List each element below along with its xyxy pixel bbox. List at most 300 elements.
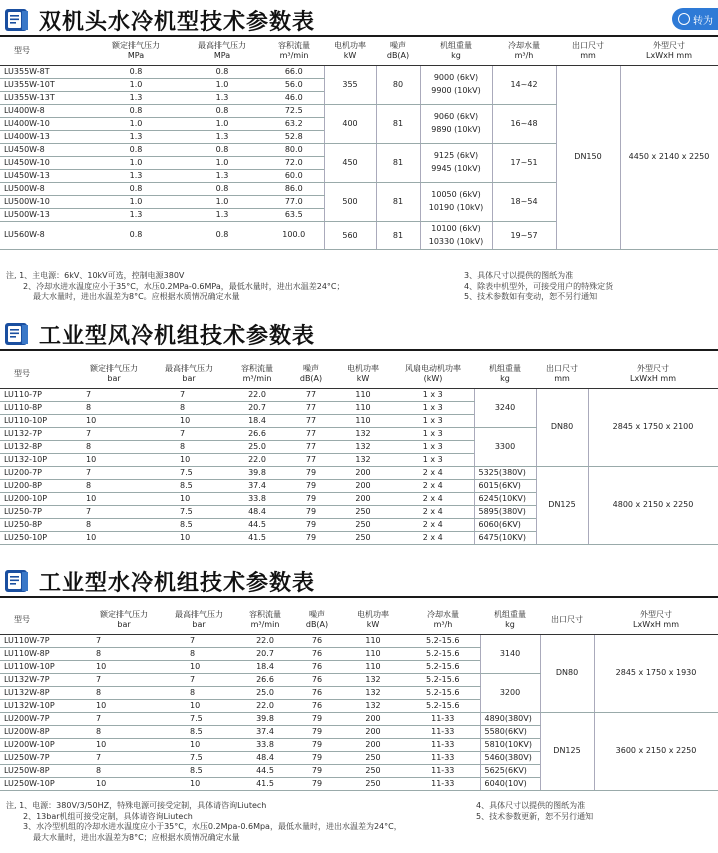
- table-cell: 8: [86, 764, 162, 777]
- table-cell: 8.5: [152, 479, 226, 492]
- table-cell: 7: [152, 388, 226, 401]
- table-cell: LU132-7P: [0, 427, 76, 440]
- unit-weight-cell: 6060(6KV): [474, 518, 536, 531]
- column-header: 外型尺寸 LxWxH mm: [594, 606, 718, 634]
- weight-line: 9945 (10kV): [431, 164, 481, 173]
- table-cell: 250: [340, 764, 406, 777]
- column-header: 额定排气压力 bar: [86, 606, 162, 634]
- note: 注, 1、主电源：6kV、10kV可选，控制电源380V: [6, 271, 185, 280]
- table-cell: 1.0: [92, 195, 180, 208]
- note: 最大水量时，进出水温差为8°C。应根据水质情况确定水量: [33, 292, 240, 301]
- section-divider: [0, 35, 718, 37]
- table-cell: 10: [76, 492, 152, 505]
- table-cell: 1.3: [92, 130, 180, 143]
- table-cell: LU110W-8P: [0, 647, 86, 660]
- column-header: 机组重量 kg: [474, 360, 536, 388]
- table-cell: 1 x 3: [392, 453, 474, 466]
- outlet-size-cell: DN80: [536, 388, 588, 466]
- table-cell: LU355W-8T: [0, 65, 92, 78]
- table-cell: 132: [334, 427, 392, 440]
- table-cell: LU110-10P: [0, 414, 76, 427]
- table-cell: 33.8: [236, 738, 294, 751]
- table-cell: LU250W-8P: [0, 764, 86, 777]
- dimension-cell: 2845 x 1750 x 1930: [594, 634, 718, 712]
- table-cell: 79: [288, 505, 334, 518]
- table-cell: 10: [152, 492, 226, 505]
- unit-weight-cell: 5810(10KV): [480, 738, 540, 751]
- column-header: 最高排气压力 bar: [162, 606, 236, 634]
- table-cell: LU355W-13T: [0, 91, 92, 104]
- table-cell: 8.5: [162, 725, 236, 738]
- table-cell: LU400W-13: [0, 130, 92, 143]
- table-cell: 250: [334, 518, 392, 531]
- table-cell: 79: [294, 777, 340, 790]
- column-header: 外型尺寸 LxWxH mm: [588, 360, 718, 388]
- table-row: [0, 634, 718, 647]
- section-divider: [0, 349, 718, 351]
- table-cell: 7: [76, 388, 152, 401]
- book-icon: [3, 320, 31, 348]
- table-cell: 11-33: [406, 712, 480, 725]
- weight-line: 10100 (6kV): [431, 223, 481, 233]
- table-cell: 48.4: [226, 505, 288, 518]
- weight-values: [431, 110, 480, 136]
- note: 最大水量时，进出水温差为8°C；应根据水质情况确定水量: [33, 832, 240, 842]
- table-cell: LU200W-10P: [0, 738, 86, 751]
- column-header: 出口尺寸: [540, 606, 594, 634]
- table-cell: LU400W-10: [0, 117, 92, 130]
- column-header: 电机功率 kW: [324, 38, 376, 65]
- table-cell: LU250-10P: [0, 531, 76, 544]
- section-divider: [0, 596, 718, 598]
- column-header: 容积流量 m³/min: [236, 606, 294, 634]
- column-header: 型号: [0, 606, 86, 634]
- table-cell: 8: [152, 440, 226, 453]
- table-cell: 8: [86, 686, 162, 699]
- table-cell: 200: [340, 712, 406, 725]
- noise-cell: 81: [376, 143, 420, 182]
- table-cell: 1.0: [180, 117, 264, 130]
- table-cell: 132: [334, 453, 392, 466]
- dimension-cell: 4800 x 2150 x 2250: [588, 466, 718, 544]
- unit-weight-cell: 3300: [474, 427, 536, 466]
- table-cell: LU200-7P: [0, 466, 76, 479]
- table-cell: LU110-7P: [0, 388, 76, 401]
- table-cell: 79: [294, 751, 340, 764]
- unit-weight-cell: [420, 221, 492, 249]
- table-cell: 132: [340, 699, 406, 712]
- table-cell: 41.5: [236, 777, 294, 790]
- table-cell: 132: [340, 673, 406, 686]
- cooling-water-cell: 18~54: [492, 182, 556, 221]
- table-cell: 2 x 4: [392, 492, 474, 505]
- table-cell: 44.5: [226, 518, 288, 531]
- table-cell: 76: [294, 647, 340, 660]
- table-cell: 5.2-15.6: [406, 686, 480, 699]
- table-cell: 77: [288, 401, 334, 414]
- table-cell: 79: [294, 712, 340, 725]
- column-header: 出口尺寸 mm: [536, 360, 588, 388]
- table-cell: 1 x 3: [392, 427, 474, 440]
- motor-power-cell: 450: [324, 143, 376, 182]
- table-cell: 77: [288, 427, 334, 440]
- table-cell: 66.0: [264, 65, 324, 78]
- table-cell: 110: [340, 647, 406, 660]
- table-cell: 7: [86, 712, 162, 725]
- table-cell: 63.2: [264, 117, 324, 130]
- table-cell: 132: [334, 440, 392, 453]
- table-cell: 11-33: [406, 725, 480, 738]
- table-cell: 200: [340, 738, 406, 751]
- dimension-cell: 2845 x 1750 x 2100: [588, 388, 718, 466]
- table-cell: 0.8: [92, 182, 180, 195]
- table-cell: 72.5: [264, 104, 324, 117]
- table-cell: 77: [288, 414, 334, 427]
- table-cell: LU132-8P: [0, 440, 76, 453]
- notes-right-3: [476, 801, 593, 822]
- table-cell: 10: [76, 531, 152, 544]
- weight-values: [431, 71, 480, 97]
- unit-weight-cell: 5625(6KV): [480, 764, 540, 777]
- table-cell: 8: [76, 401, 152, 414]
- table-cell: 33.8: [226, 492, 288, 505]
- notes-left-1: [6, 271, 345, 303]
- table-cell: 76: [294, 660, 340, 673]
- table-cell: 7: [86, 751, 162, 764]
- column-header: 噪声 dB(A): [288, 360, 334, 388]
- book-icon: [3, 567, 31, 595]
- motor-power-cell: 400: [324, 104, 376, 143]
- note: 3、具体尺寸以提供的图纸为准: [464, 271, 574, 280]
- table-cell: 77.0: [264, 195, 324, 208]
- table-cell: 250: [334, 505, 392, 518]
- column-header: 型号: [0, 360, 76, 388]
- table-cell: 79: [288, 531, 334, 544]
- table-cell: LU250W-7P: [0, 751, 86, 764]
- table-cell: 250: [340, 777, 406, 790]
- section-title: 工业型风冷机组技术参数表: [39, 323, 316, 349]
- table-cell: 7.5: [152, 505, 226, 518]
- table-cell: 0.8: [180, 143, 264, 156]
- table-cell: 37.4: [236, 725, 294, 738]
- table-cell: 86.0: [264, 182, 324, 195]
- table-cell: 1.0: [180, 195, 264, 208]
- table-cell: LU132W-7P: [0, 673, 86, 686]
- table-cell: 76: [294, 634, 340, 647]
- table-cell: 18.4: [226, 414, 288, 427]
- note: 5、技术参数如有变动，恕不另行通知: [464, 292, 598, 301]
- table-cell: 37.4: [226, 479, 288, 492]
- outlet-size-cell: DN150: [556, 65, 620, 249]
- table-cell: 25.0: [226, 440, 288, 453]
- table-cell: 10: [162, 738, 236, 751]
- table-cell: 77: [288, 388, 334, 401]
- table-cell: 10: [76, 414, 152, 427]
- table-cell: 110: [334, 401, 392, 414]
- table-cell: 25.0: [236, 686, 294, 699]
- table-cell: 39.8: [226, 466, 288, 479]
- cooling-water-cell: 16~48: [492, 104, 556, 143]
- column-header: 最高排气压力 bar: [152, 360, 226, 388]
- weight-values: [429, 188, 484, 214]
- note: 4、除表中机型外，可接受用户的特殊定货: [464, 281, 614, 291]
- table-cell: 22.0: [236, 699, 294, 712]
- table-cell: 110: [340, 634, 406, 647]
- cooling-water-cell: 19~57: [492, 221, 556, 249]
- table-cell: 1.0: [92, 117, 180, 130]
- table-cell: 8: [76, 440, 152, 453]
- table-cell: 0.8: [92, 221, 180, 249]
- table-cell: 10: [162, 699, 236, 712]
- table-cell: 79: [294, 725, 340, 738]
- table-cell: 77: [288, 453, 334, 466]
- table-cell: 22.0: [236, 634, 294, 647]
- table-cell: 10: [162, 777, 236, 790]
- section-title: 工业型水冷机组技术参数表: [39, 570, 316, 596]
- dual-head-spec-table: [0, 38, 718, 250]
- table-cell: 8: [76, 479, 152, 492]
- table-cell: 1.3: [180, 169, 264, 182]
- unit-weight-cell: 3200: [480, 673, 540, 712]
- note: 2、13bar机组可接受定制，具体请咨询Liutech: [23, 811, 193, 821]
- weight-line: 9060 (6kV): [433, 112, 479, 121]
- column-header: 出口尺寸 mm: [556, 38, 620, 65]
- weight-line: 9125 (6kV): [433, 151, 479, 160]
- table-cell: 76: [294, 686, 340, 699]
- table-cell: 0.8: [92, 104, 180, 117]
- table-cell: 10: [86, 699, 162, 712]
- unit-weight-cell: [420, 143, 492, 182]
- table-cell: 1.3: [92, 91, 180, 104]
- table-cell: 8: [152, 401, 226, 414]
- table-cell: 7: [86, 673, 162, 686]
- table-cell: 200: [340, 725, 406, 738]
- table-cell: 1.0: [92, 156, 180, 169]
- table-cell: LU200W-8P: [0, 725, 86, 738]
- table-cell: LU110-8P: [0, 401, 76, 414]
- table-cell: 8: [76, 518, 152, 531]
- column-header: 冷却水量 m³/h: [492, 38, 556, 65]
- outlet-size-cell: DN80: [540, 634, 594, 712]
- column-header: 电机功率 kW: [334, 360, 392, 388]
- unit-weight-cell: 5460(380V): [480, 751, 540, 764]
- table-cell: 5.2-15.6: [406, 699, 480, 712]
- column-header: 容积流量 m³/min: [226, 360, 288, 388]
- table-cell: 22.0: [226, 388, 288, 401]
- section-title: 双机头水冷机型技术参数表: [39, 9, 316, 35]
- table-cell: 11-33: [406, 764, 480, 777]
- table-cell: 26.6: [226, 427, 288, 440]
- table-cell: 2 x 4: [392, 531, 474, 544]
- table-cell: LU200-10P: [0, 492, 76, 505]
- table-cell: LU500W-13: [0, 208, 92, 221]
- column-header: 额定排气压力 MPa: [92, 38, 180, 65]
- note: 注, 1、电源：380V/3/50HZ，特殊电源可接受定制，具体请咨询Liutech: [6, 801, 267, 810]
- unit-weight-cell: 6245(10KV): [474, 492, 536, 505]
- table-cell: 1 x 3: [392, 414, 474, 427]
- noise-cell: 81: [376, 182, 420, 221]
- column-header: 外型尺寸 LxWxH mm: [620, 38, 718, 65]
- noise-cell: 81: [376, 221, 420, 249]
- table-cell: 200: [334, 479, 392, 492]
- table-cell: 1.0: [180, 78, 264, 91]
- unit-weight-cell: 5580(6KV): [480, 725, 540, 738]
- table-cell: 10: [86, 660, 162, 673]
- weight-values: [431, 149, 480, 175]
- table-cell: 200: [334, 492, 392, 505]
- table-cell: 7: [86, 634, 162, 647]
- column-header: 机组重量 kg: [420, 38, 492, 65]
- table-cell: 72.0: [264, 156, 324, 169]
- table-cell: 20.7: [226, 401, 288, 414]
- table-cell: 76: [294, 699, 340, 712]
- notes-left-3: [6, 801, 402, 843]
- table-cell: 1 x 3: [392, 401, 474, 414]
- table-cell: 7: [76, 505, 152, 518]
- section-air-cooled: [0, 318, 718, 350]
- table-cell: LU250-7P: [0, 505, 76, 518]
- table-cell: 20.7: [236, 647, 294, 660]
- note: 3、水冷型机组的冷却水进水温度应小于35°C，水压0.2Mpa-0.6Mpa，最低水量时，进出水温差为24°C，: [23, 822, 402, 831]
- table-cell: LU250-8P: [0, 518, 76, 531]
- weight-values: [429, 222, 484, 248]
- table-cell: 48.4: [236, 751, 294, 764]
- section-water-cooled: [0, 565, 718, 597]
- table-cell: 8: [86, 725, 162, 738]
- table-cell: LU132W-10P: [0, 699, 86, 712]
- table-cell: 11-33: [406, 751, 480, 764]
- table-cell: LU200-8P: [0, 479, 76, 492]
- table-cell: 1.0: [180, 156, 264, 169]
- table-cell: 2 x 4: [392, 505, 474, 518]
- table-cell: 5.2-15.6: [406, 634, 480, 647]
- column-header: 噪声 dB(A): [376, 38, 420, 65]
- unit-weight-cell: 5325(380V): [474, 466, 536, 479]
- unit-weight-cell: 6015(6KV): [474, 479, 536, 492]
- table-cell: LU450W-13: [0, 169, 92, 182]
- table-cell: LU500W-10: [0, 195, 92, 208]
- table-cell: 46.0: [264, 91, 324, 104]
- table-cell: 79: [294, 738, 340, 751]
- table-row: [0, 466, 718, 479]
- column-header: 电机功率 kW: [340, 606, 406, 634]
- table-cell: 80.0: [264, 143, 324, 156]
- table-cell: 8: [162, 686, 236, 699]
- motor-power-cell: 560: [324, 221, 376, 249]
- table-cell: 10: [152, 531, 226, 544]
- table-cell: 44.5: [236, 764, 294, 777]
- noise-cell: 81: [376, 104, 420, 143]
- table-cell: 41.5: [226, 531, 288, 544]
- column-header: 冷却水量 m³/h: [406, 606, 480, 634]
- table-cell: LU200W-7P: [0, 712, 86, 725]
- table-cell: 0.8: [180, 104, 264, 117]
- note: 5、技术参数更新，恕不另行通知: [476, 811, 594, 821]
- table-cell: LU110W-7P: [0, 634, 86, 647]
- table-cell: 26.6: [236, 673, 294, 686]
- table-cell: 79: [294, 764, 340, 777]
- table-cell: 8: [86, 647, 162, 660]
- column-header: 型号: [0, 38, 92, 65]
- dimension-cell: 4450 x 2140 x 2250: [620, 65, 718, 249]
- table-cell: 79: [288, 492, 334, 505]
- unit-weight-cell: 6040(10V): [480, 777, 540, 790]
- table-cell: 1 x 3: [392, 388, 474, 401]
- unit-weight-cell: [420, 104, 492, 143]
- table-cell: 2 x 4: [392, 518, 474, 531]
- motor-power-cell: 500: [324, 182, 376, 221]
- air-cooled-spec-table: [0, 360, 718, 545]
- table-cell: 7.5: [152, 466, 226, 479]
- table-cell: 7: [162, 634, 236, 647]
- table-cell: 7: [76, 466, 152, 479]
- table-cell: 110: [340, 660, 406, 673]
- table-cell: 7.5: [162, 712, 236, 725]
- unit-weight-cell: 3240: [474, 388, 536, 427]
- table-cell: 250: [334, 531, 392, 544]
- table-cell: 11-33: [406, 777, 480, 790]
- table-cell: 79: [288, 466, 334, 479]
- column-header: 机组重量 kg: [480, 606, 540, 634]
- table-cell: 10: [162, 660, 236, 673]
- table-cell: 1.3: [180, 208, 264, 221]
- table-cell: 0.8: [180, 221, 264, 249]
- column-header: 噪声 dB(A): [294, 606, 340, 634]
- table-cell: 18.4: [236, 660, 294, 673]
- note: 2、冷却水进水温度应小于35°C，水压0.2MPa-0.6MPa，最低水量时，进出水温差24°C；: [23, 281, 345, 291]
- table-cell: LU450W-10: [0, 156, 92, 169]
- table-cell: 8: [162, 647, 236, 660]
- table-cell: 10: [86, 777, 162, 790]
- table-cell: 0.8: [92, 143, 180, 156]
- table-cell: 132: [340, 686, 406, 699]
- table-cell: 52.8: [264, 130, 324, 143]
- table-cell: 76: [294, 673, 340, 686]
- column-header: 容积流量 m³/min: [264, 38, 324, 65]
- table-cell: 8.5: [152, 518, 226, 531]
- table-cell: 1.0: [92, 78, 180, 91]
- table-cell: 7.5: [162, 751, 236, 764]
- table-cell: 63.5: [264, 208, 324, 221]
- table-cell: 0.8: [180, 182, 264, 195]
- note: 4、具体尺寸以提供的图纸为准: [476, 801, 586, 810]
- table-cell: 110: [334, 414, 392, 427]
- table-row: [0, 712, 718, 725]
- table-cell: 5.2-15.6: [406, 660, 480, 673]
- table-cell: LU132-10P: [0, 453, 76, 466]
- table-cell: 10: [86, 738, 162, 751]
- column-header: 风扇电动机功率 (kW): [392, 360, 474, 388]
- table-cell: 11-33: [406, 738, 480, 751]
- table-cell: 77: [288, 440, 334, 453]
- table-cell: 5.2-15.6: [406, 673, 480, 686]
- notes-right-1: [464, 271, 613, 303]
- table-cell: 79: [288, 479, 334, 492]
- outlet-size-cell: DN125: [536, 466, 588, 544]
- weight-line: 9000 (6kV): [433, 73, 479, 82]
- translate-button-label: 转为: [693, 15, 713, 27]
- weight-line: 10330 (10kV): [428, 236, 484, 246]
- table-cell: 39.8: [236, 712, 294, 725]
- unit-weight-cell: 5895(380V): [474, 505, 536, 518]
- table-cell: 56.0: [264, 78, 324, 91]
- table-cell: 60.0: [264, 169, 324, 182]
- dimension-cell: 3600 x 2150 x 2250: [594, 712, 718, 790]
- table-cell: LU355W-10T: [0, 78, 92, 91]
- table-cell: 110: [334, 388, 392, 401]
- table-cell: 0.8: [92, 65, 180, 78]
- outlet-size-cell: DN125: [540, 712, 594, 790]
